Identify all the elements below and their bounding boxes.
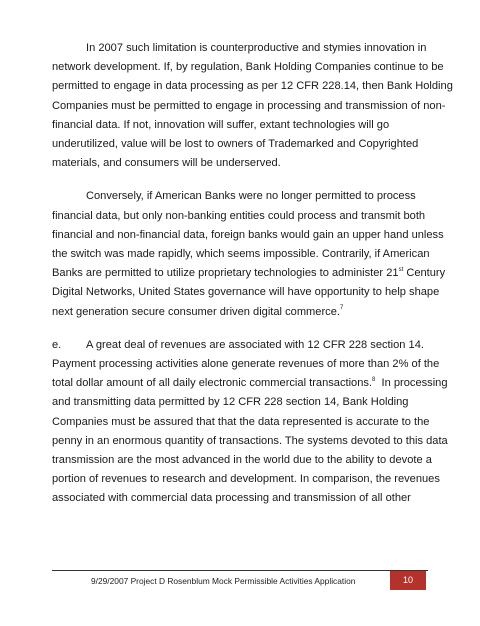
text-line: permitted to engage in data processing as per 12 CFR 228.14, then Bank Holding: [52, 80, 453, 93]
text-line: and transmitting data permitted by 12 CFR 228 section 14, Bank Holding: [52, 396, 409, 409]
text-segment: Century: [403, 267, 446, 280]
text-line: financial data. If not, innovation will suffer, extant technologies will go: [52, 118, 390, 131]
text-line: materials, and consumers will be underserved.: [52, 157, 281, 170]
text-line: [52, 305, 343, 319]
text-line: Payment processing activities alone generate revenues of more than 2% of the: [52, 358, 440, 370]
text-line: Companies must be permitted to engage in processing and transmission of non-: [52, 99, 446, 112]
text-line: Digital Networks, United States governance will have opportunity to help shape: [52, 286, 440, 299]
text-line: transmission are the most advanced in the world due to the ability to devote a: [52, 454, 432, 466]
text-line: [52, 266, 445, 280]
footer-divider: [52, 570, 428, 571]
text-line: portion of revenues to research and development. In comparison, the revenues: [52, 473, 440, 486]
text-line: underutilized, value will be lost to owners of Trademarked and Copyrighted: [52, 138, 419, 150]
text-line: the switch was made rapidly, which seems impossible. Contrarily, if American: [52, 248, 430, 260]
text-segment: In processing: [375, 377, 448, 390]
text-line: In 2007 such limitation is counterproductive and stymies innovation in: [86, 42, 427, 54]
text-line: Conversely, if American Banks were no longer permitted to process: [86, 190, 416, 203]
text-line: A great deal of revenues are associated with 12 CFR 228 section 14.: [86, 338, 424, 351]
footnote-marker: 8: [372, 376, 376, 383]
text-line: [52, 376, 448, 390]
footer-text: 9/29/2007 Project D Rosenblum Mock Permissible Activities Application: [91, 576, 356, 586]
text-line: associated with commercial data processing and transmission of all other: [52, 492, 411, 505]
text-segment: next generation secure consumer driven digital commerce.: [52, 305, 340, 318]
text-segment: total dollar amount of all daily electronic commercial transactions.: [52, 377, 373, 390]
text-line: penny in an enormous quantity of transactions. The systems devoted to this data: [52, 434, 448, 447]
footnote-marker: 7: [339, 304, 344, 311]
text-line: financial and non-financial data, foreign banks would gain an upper hand unless: [52, 228, 444, 241]
text-line: Companies must be assured that that the data represented is accurate to the: [52, 415, 430, 428]
text-line: network development. If, by regulation, Bank Holding Companies continue to be: [52, 61, 444, 74]
ordinal-superscript: st: [398, 266, 404, 273]
page-number-badge: 10: [390, 571, 426, 590]
list-item-letter: e.: [52, 338, 62, 351]
text-segment: Banks are permitted to utilize proprietary technologies to administer 21: [52, 267, 399, 280]
text-line: financial data, but only non-banking entities could process and transmit both: [52, 209, 426, 222]
